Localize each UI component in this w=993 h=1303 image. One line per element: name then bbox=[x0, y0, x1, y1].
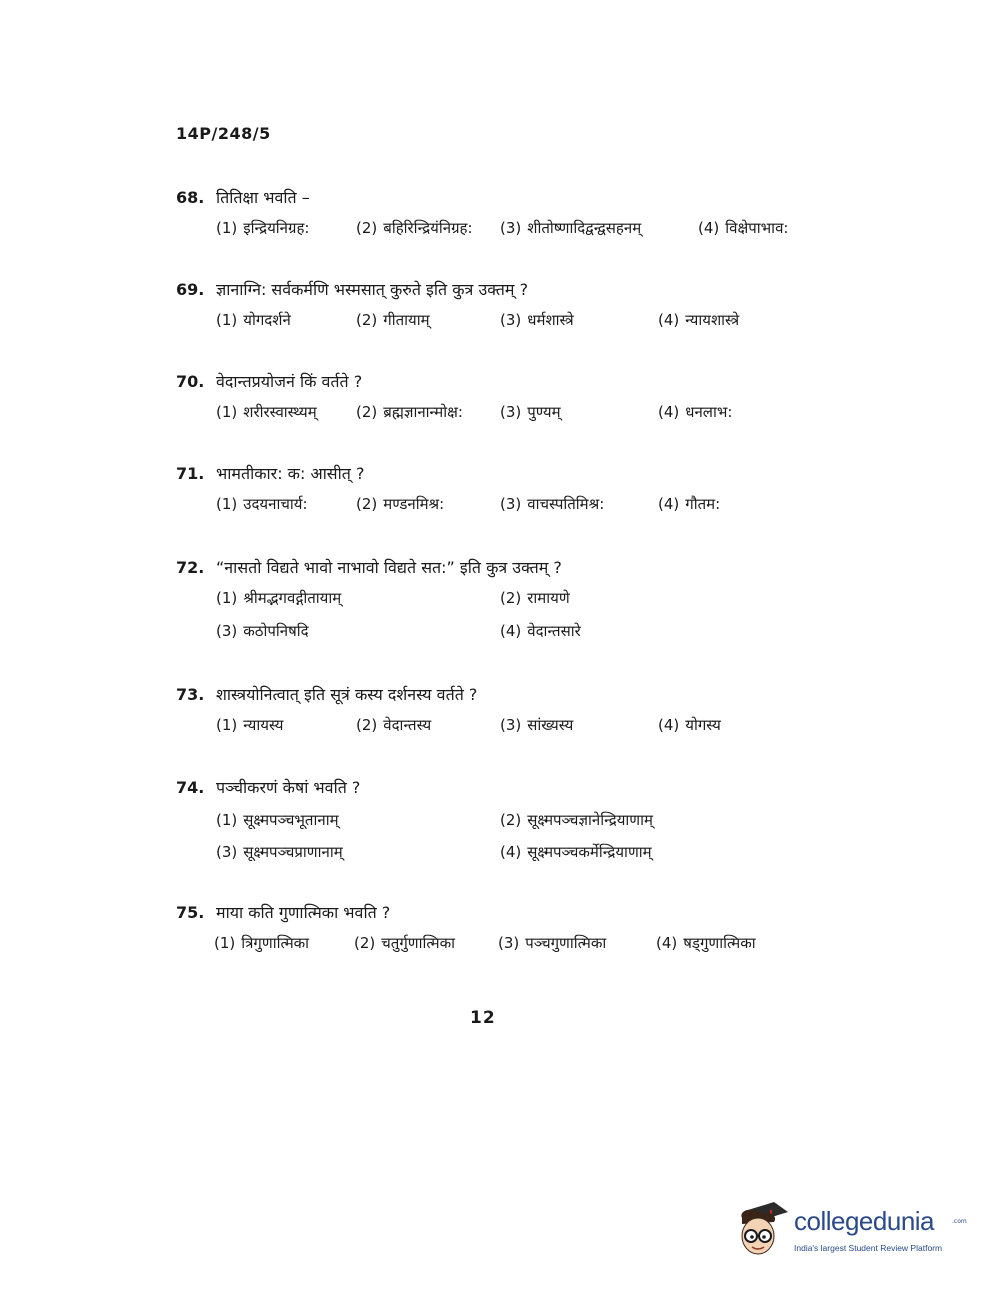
option-1: (1) त्रिगुणात्मिका bbox=[214, 934, 310, 952]
option-1: (1) इन्द्रियनिग्रह: bbox=[216, 219, 310, 237]
logo-wordmark: collegedunia bbox=[794, 1206, 935, 1236]
option-4: (4) विक्षेपाभाव: bbox=[698, 219, 789, 237]
options bbox=[216, 214, 836, 246]
question-text: तितिक्षा भवति – bbox=[216, 188, 310, 207]
option-1: (1) श्रीमद्भगवद्गीतायाम् bbox=[216, 589, 342, 607]
options bbox=[216, 711, 836, 743]
option-3: (3) कठोपनिषदि bbox=[216, 622, 309, 640]
option-2: (2) वेदान्तस्य bbox=[356, 716, 432, 734]
logo-tagline: India's largest Student Review Platform bbox=[794, 1243, 943, 1253]
question-69 bbox=[176, 278, 836, 338]
option-1: (1) योगदर्शने bbox=[216, 311, 291, 329]
question-text: “नासतो विद्यते भावो नाभावो विद्यते सत:” इति कुत्र उक्तम् ? bbox=[216, 558, 562, 577]
question-75 bbox=[176, 901, 836, 961]
option-3: (3) शीतोष्णादिद्वन्द्वसहनम् bbox=[500, 219, 642, 237]
option-4: (4) न्यायशास्त्रे bbox=[658, 311, 740, 329]
question-73 bbox=[176, 683, 836, 743]
question-72 bbox=[176, 556, 836, 648]
option-3: (3) सांख्यस्य bbox=[500, 716, 574, 734]
option-2: (2) मण्डनमिश्र: bbox=[356, 495, 445, 513]
question-number: 74. bbox=[176, 778, 205, 797]
option-4: (4) धनलाभ: bbox=[658, 403, 733, 421]
option-4: (4) गौतम: bbox=[658, 495, 721, 513]
option-1: (1) न्यायस्य bbox=[216, 716, 284, 734]
question-text: माया कति गुणात्मिका भवति ? bbox=[216, 903, 391, 922]
option-1: (1) सूक्ष्मपञ्चभूतानाम् bbox=[216, 811, 339, 829]
option-4: (4) वेदान्तसारे bbox=[500, 622, 581, 640]
question-number: 71. bbox=[176, 464, 205, 483]
option-2: (2) बहिरिन्द्रियंनिग्रह: bbox=[356, 219, 473, 237]
option-3: (3) वाचस्पतिमिश्र: bbox=[500, 495, 605, 513]
option-2: (2) चतुर्गुणात्मिका bbox=[354, 934, 455, 952]
option-3: (3) पुण्यम् bbox=[500, 403, 561, 421]
question-number: 70. bbox=[176, 372, 205, 391]
question-text: वेदान्तप्रयोजनं किं वर्तते ? bbox=[216, 372, 363, 391]
question-text: पञ्चीकरणं केषां भवति ? bbox=[216, 778, 361, 797]
option-3: (3) सूक्ष्मपञ्चप्राणानाम् bbox=[216, 843, 343, 861]
option-2: (2) रामायणे bbox=[500, 589, 570, 607]
question-text: भामतीकार: क: आसीत् ? bbox=[216, 464, 365, 483]
question-70 bbox=[176, 370, 836, 430]
mascot-icon bbox=[734, 1200, 790, 1260]
options bbox=[216, 929, 836, 961]
question-74 bbox=[176, 776, 836, 868]
question-number: 69. bbox=[176, 280, 205, 299]
options bbox=[216, 804, 836, 868]
option-1: (1) उदयनाचार्य: bbox=[216, 495, 308, 513]
logo-suffix: .com bbox=[952, 1218, 967, 1225]
option-4: (4) सूक्ष्मपञ्चकर्मेन्द्रियाणाम् bbox=[500, 843, 652, 861]
option-4: (4) षड्गुणात्मिका bbox=[656, 934, 756, 952]
option-2: (2) सूक्ष्मपञ्चज्ञानेन्द्रियाणाम् bbox=[500, 811, 653, 829]
page-number: 12 bbox=[470, 1008, 496, 1028]
option-3: (3) पञ्चगुणात्मिका bbox=[498, 934, 607, 952]
option-3: (3) धर्मशास्त्रे bbox=[500, 311, 574, 329]
question-number: 68. bbox=[176, 188, 205, 207]
question-number: 75. bbox=[176, 903, 205, 922]
options bbox=[216, 584, 836, 648]
option-1: (1) शरीरस्वास्थ्यम् bbox=[216, 403, 317, 421]
question-number: 73. bbox=[176, 685, 205, 704]
option-4: (4) योगस्य bbox=[658, 716, 721, 734]
option-2: (2) ब्रह्मज्ञानान्मोक्ष: bbox=[356, 403, 463, 421]
options bbox=[216, 490, 836, 522]
question-number: 72. bbox=[176, 558, 205, 577]
collegedunia-logo bbox=[734, 1196, 967, 1266]
options bbox=[216, 398, 836, 430]
option-2: (2) गीतायाम् bbox=[356, 311, 430, 329]
options bbox=[216, 306, 836, 338]
question-text: शास्त्रयोनित्वात् इति सूत्रं कस्य दर्शनस्य वर्तते ? bbox=[216, 685, 478, 704]
question-68 bbox=[176, 186, 836, 246]
question-text: ज्ञानाग्नि: सर्वकर्मणि भस्मसात् कुरुते इति कुत्र उक्तम् ? bbox=[216, 280, 529, 299]
paper-code: 14P/248/5 bbox=[176, 124, 271, 143]
question-71 bbox=[176, 462, 836, 522]
